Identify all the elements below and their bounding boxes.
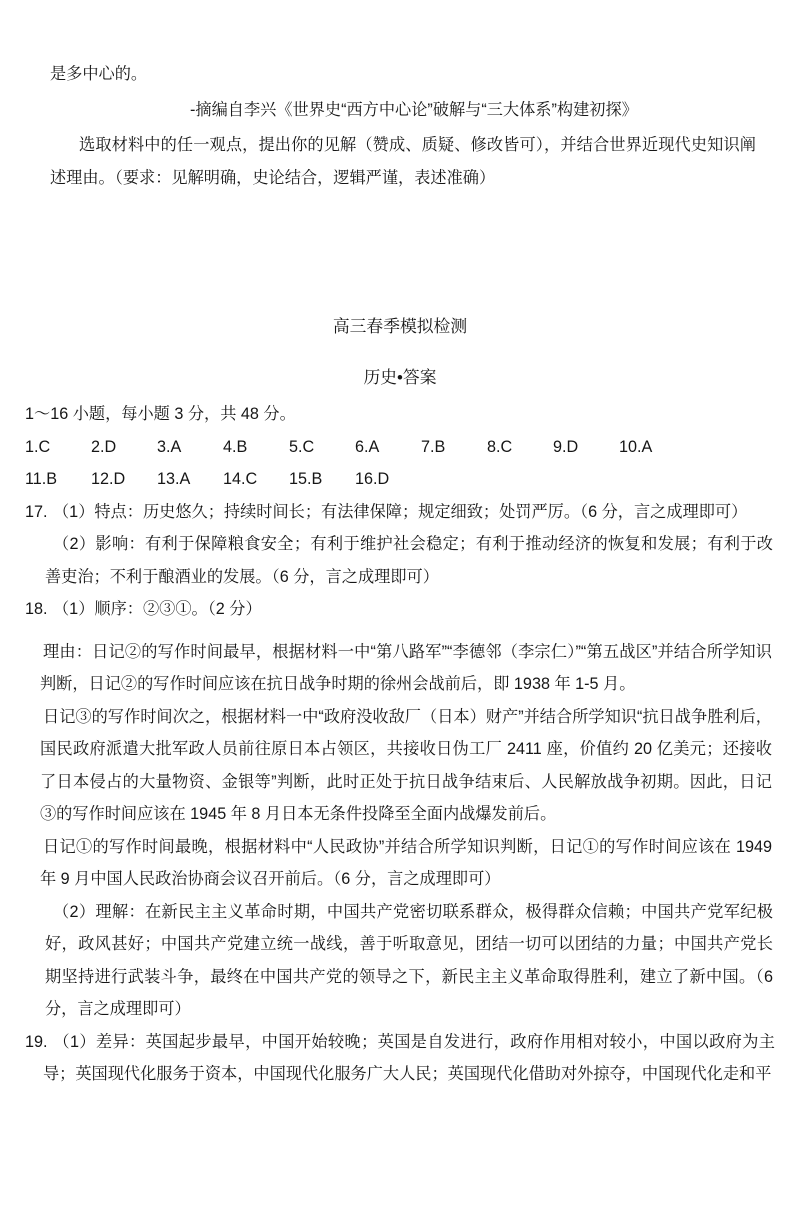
mcq-answer-11: 11.B: [25, 470, 58, 488]
question-18-reason-diary3: 日记③的写作时间次之，根据材料一中“政府没收敌厂（日本）财产”并结合所学知识“抗日战争胜利后，国民政府派遣大批军政人员前往原日本占领区，共接收日伪工厂 2411 座，价值约 20 亿美元；还接收了日本侵占的大量物资、金银等”判断，此时正处于抗日战争结束后、人民解放战争初期。因此，日记③的写作时间应该在 1945 年 8 月日本无条件投降至全面内战爆发前后。: [40, 707, 772, 823]
mcq-answer-8: 8.C: [487, 437, 513, 456]
previous-paragraph-tail: 是多中心的。: [50, 65, 148, 83]
mcq-answer-12: 12.D: [91, 470, 126, 488]
question-19-part-1-text: （1）差异：英国起步最早，中国开始较晚；英国是自发进行，政府作用相对较小，中国以政府为主导；英国现代化服务于资本，中国现代化服务广大人民；英国现代化借助对外掠夺，中国现代化走和平: [43, 1032, 775, 1083]
question-18-part-2: （2）理解：在新民主主义革命时期，中国共产党密切联系群众，极得群众信赖；中国共产党军纪极好，政风甚好；中国共产党建立统一战线，善于听取意见，团结一切可以团结的力量；中国共产党长期坚持进行武装斗争，最终在中国共产党的领导之下，新民主主义革命取得胜利，建立了新中国。（6 分，言之成理即可）: [45, 902, 773, 1018]
question-17-part-1-text: （1）特点：历史悠久；持续时间长；有法律保障；规定细致；处罚严厉。（6 分，言之成理即可）: [53, 502, 748, 521]
question-18-reason-diary1: 日记①的写作时间最晚，根据材料中“人民政协”并结合所学知识判断，日记①的写作时间应该在 1949 年 9 月中国人民政治协商会议召开前后。（6 分，言之成理即可）: [40, 837, 772, 888]
mcq-scoring-note: 1～16 小题，每小题 3 分，共 48 分。: [25, 405, 296, 423]
mcq-answer-16: 16.D: [355, 470, 390, 488]
mcq-answer-14: 14.C: [223, 470, 258, 488]
mcq-answer-7: 7.B: [421, 437, 446, 456]
mcq-answer-6: 6.A: [355, 437, 380, 456]
source-attribution: -摘编自李兴《世界史“西方中心论”破解与“三大体系”构建初探》: [190, 100, 638, 119]
mcq-answer-2: 2.D: [91, 437, 117, 456]
mcq-answer-13: 13.A: [157, 470, 191, 488]
question-18-number: 18.: [25, 600, 48, 618]
question-18-reason-diary2: 理由：日记②的写作时间最早，根据材料一中“第八路军”“李德邻（李宗仁）”“第五战区”并结合所学知识判断，日记②的写作时间应该在抗日战争时期的徐州会战前后，即 1938 年 1-5 月。: [40, 642, 772, 693]
mcq-answers-row-2: [25, 463, 800, 496]
question-19-part-1: [25, 1026, 775, 1091]
subject-answers-heading: 历史•答案: [363, 367, 437, 387]
task-instruction: 选取材料中的任一观点，提出你的见解（赞成、质疑、修改皆可），并结合世界近现代史知识阐述理由。（要求：见解明确，史论结合，逻辑严谨，表述准确）: [50, 136, 756, 187]
mcq-answer-9: 9.D: [553, 437, 579, 456]
question-19-number: 19.: [25, 1032, 48, 1051]
mcq-answer-15: 15.B: [289, 470, 323, 488]
exam-answer-page: [0, 58, 800, 1208]
question-18-part-1-text: （1）顺序：②③①。（2 分）: [53, 600, 262, 618]
mcq-answer-4: 4.B: [223, 437, 248, 456]
mcq-answer-10: 10.A: [619, 437, 653, 456]
exam-title: 高三春季模拟检测: [332, 317, 468, 336]
mcq-answer-3: 3.A: [157, 437, 182, 456]
question-17-part-1: [25, 496, 775, 529]
question-17-number: 17.: [25, 502, 48, 521]
question-17-part-2: （2）影响：有利于保障粮食安全；有利于维护社会稳定；有利于推动经济的恢复和发展；有利于改善吏治；不利于酿酒业的发展。（6 分，言之成理即可）: [45, 535, 773, 586]
mcq-answer-1: 1.C: [25, 437, 51, 456]
question-18-part-1: [25, 593, 775, 626]
mcq-answer-5: 5.C: [289, 437, 315, 456]
mcq-answers-row-1: [25, 431, 800, 464]
